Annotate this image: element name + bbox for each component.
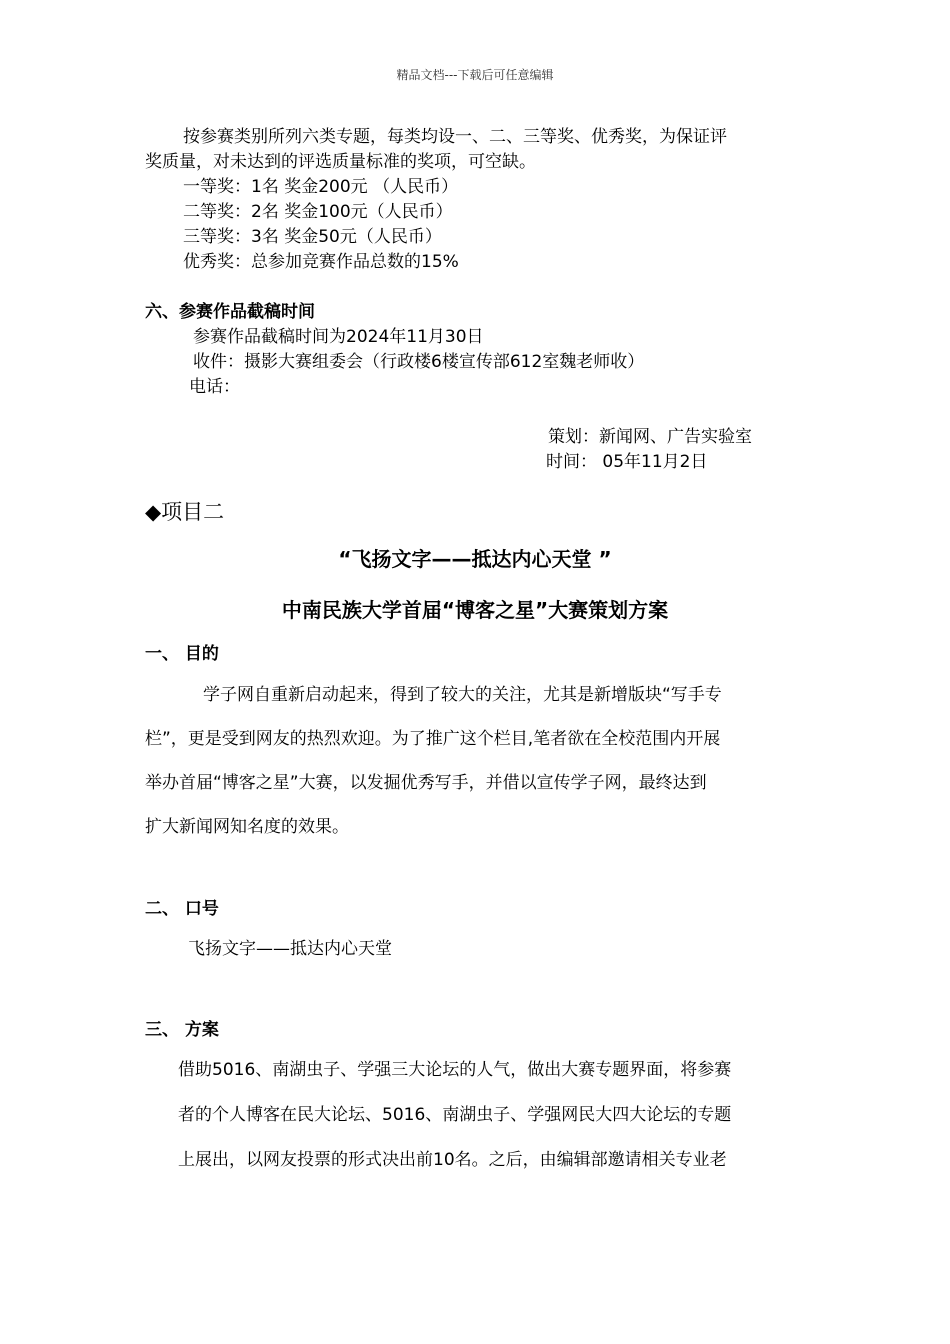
section3-line2: 者的个人博客在民大论坛、5016、南湖虫子、学强网民大四大论坛的专题	[178, 1105, 732, 1125]
sign-planner: 策划：新闻网、广告实验室	[548, 427, 752, 447]
prize-intro-line1: 按参赛类别所列六类专题，每类均设一、二、三等奖、优秀奖，为保证评	[183, 127, 727, 147]
prize-first: 一等奖：1名 奖金200元 （人民币）	[183, 177, 459, 197]
page-header: 精品文档---下载后可任意编辑	[396, 68, 554, 82]
prize-excellent: 优秀奖：总参加竞赛作品总数的15%	[183, 252, 459, 272]
prize-intro-line2: 奖质量，对未达到的评选质量标准的奖项，可空缺。	[145, 152, 536, 172]
section3-line1: 借助5016、南湖虫子、学强三大论坛的人气，做出大赛专题界面，将参赛	[178, 1060, 732, 1080]
project2-label: ◆项目二	[145, 500, 225, 524]
section3-heading: 三、 方案	[145, 1020, 219, 1040]
section2-heading: 二、 口号	[145, 899, 219, 919]
deadline-heading: 六、参赛作品截稿时间	[145, 302, 315, 322]
section1-heading: 一、 目的	[145, 644, 219, 664]
section1-line1: 学子网自重新启动起来，得到了较大的关注，尤其是新增版块“写手专	[203, 685, 722, 705]
prize-second: 二等奖：2名 奖金100元（人民币）	[183, 202, 453, 222]
deadline-recipient: 收件：摄影大赛组委会（行政楼6楼宣传部612室魏老师收）	[193, 352, 645, 372]
deadline-phone: 电话：	[189, 377, 240, 397]
section1-line2: 栏”，更是受到网友的热烈欢迎。为了推广这个栏目,笔者欲在全校范围内开展	[145, 729, 721, 749]
project2-title1: “飞扬文字——抵达内心天堂 ”	[338, 547, 612, 571]
deadline-date: 参赛作品截稿时间为2024年11月30日	[193, 327, 484, 347]
sign-time: 时间： 05年11月2日	[546, 452, 708, 472]
project2-title2: 中南民族大学首届“博客之星”大赛策划方案	[281, 598, 669, 622]
section1-line3: 举办首届“博客之星”大赛，以发掘优秀写手，并借以宣传学子网，最终达到	[145, 773, 707, 793]
section3-line3: 上展出，以网友投票的形式决出前10名。之后，由编辑部邀请相关专业老	[178, 1150, 727, 1170]
section1-line4: 扩大新闻网知名度的效果。	[145, 817, 349, 837]
prize-third: 三等奖：3名 奖金50元（人民币）	[183, 227, 442, 247]
section2-slogan: 飞扬文字——抵达内心天堂	[188, 939, 392, 959]
